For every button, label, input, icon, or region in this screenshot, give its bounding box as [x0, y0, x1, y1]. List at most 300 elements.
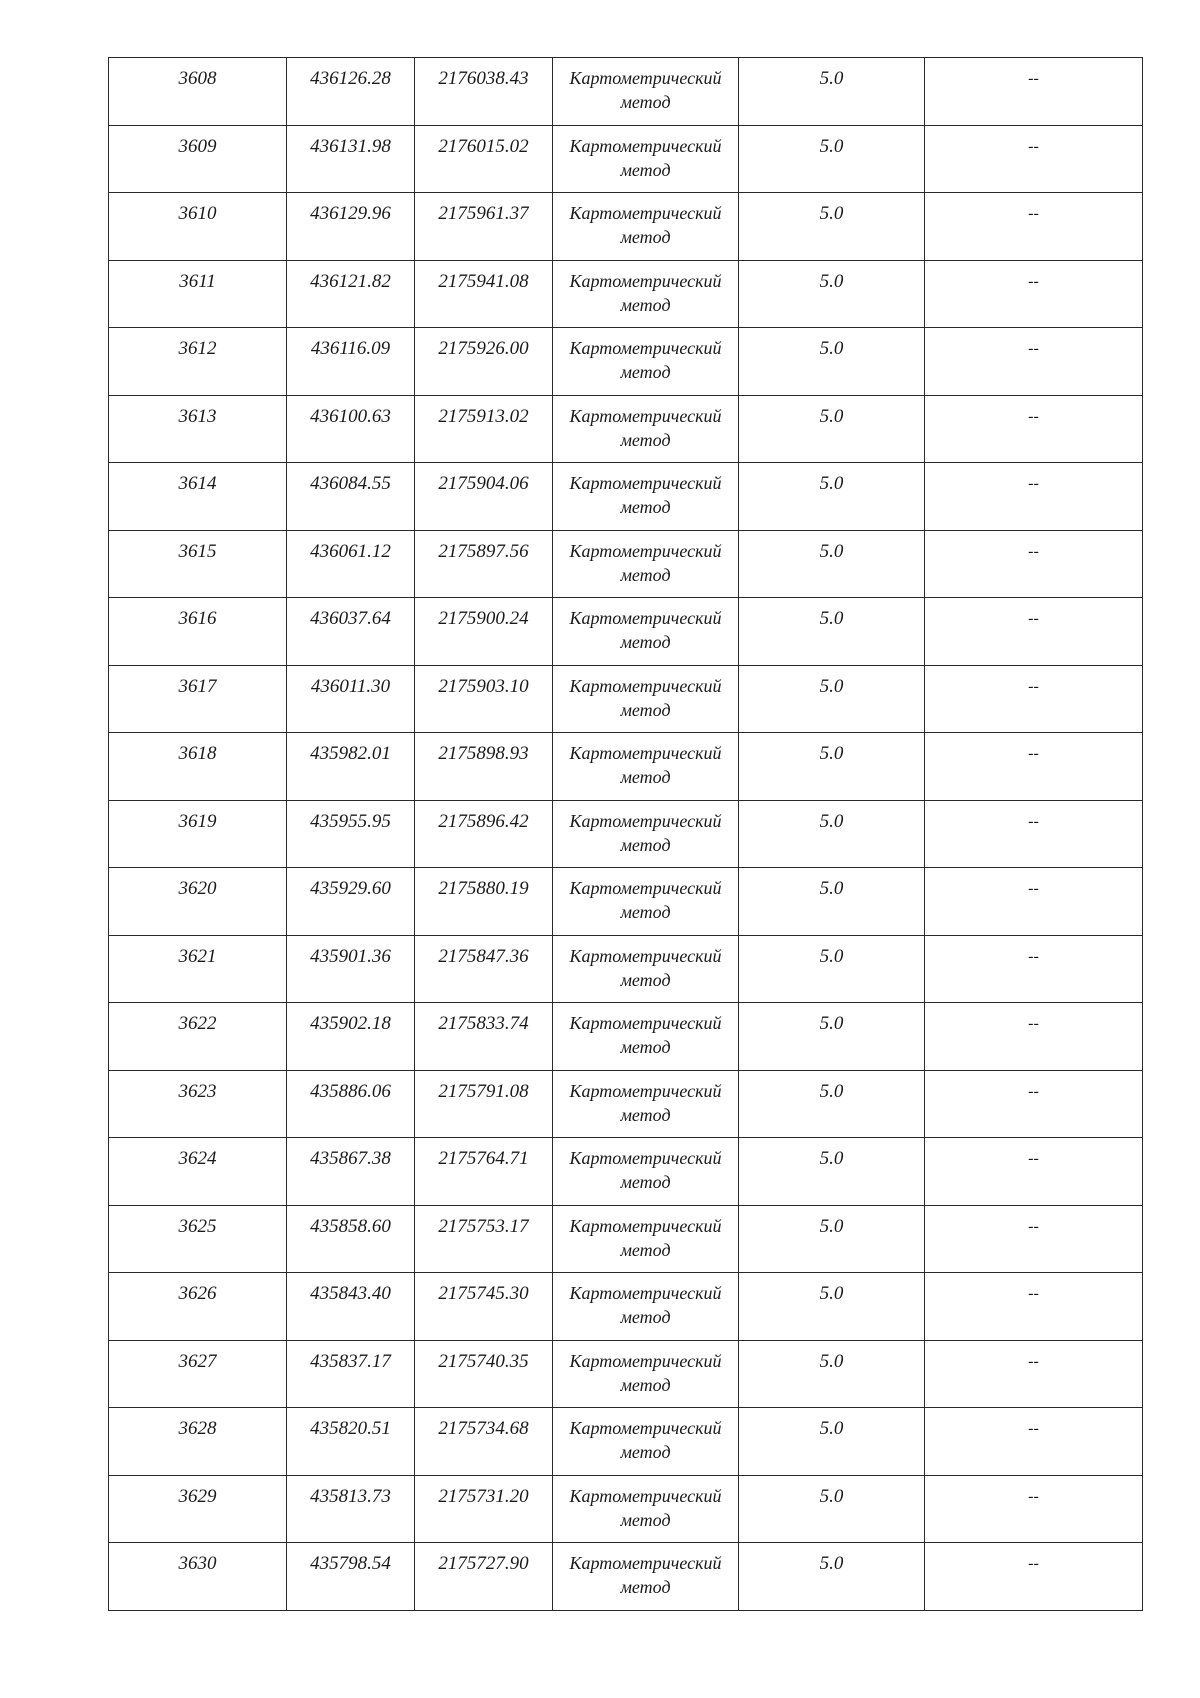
- x-coordinate-cell: [287, 733, 415, 801]
- description-text: --: [1028, 340, 1039, 357]
- table-row: [109, 1340, 1143, 1408]
- accuracy-text: 5.0: [819, 1013, 844, 1034]
- y-coordinate-cell: [415, 1138, 553, 1206]
- point-number-text: 3618: [178, 743, 217, 764]
- description-cell: [925, 1070, 1143, 1138]
- x-coordinate-cell: [287, 1273, 415, 1341]
- point-number-text: 3619: [178, 810, 217, 832]
- description-cell: [925, 598, 1143, 666]
- method-cell: [553, 1138, 739, 1206]
- x-coordinate-text: 435820.51: [310, 1418, 391, 1439]
- method-text: [553, 1138, 738, 1194]
- method-text: [553, 126, 738, 182]
- x-coordinate-cell: [287, 58, 415, 126]
- method-line-1: Картометрический: [569, 270, 722, 291]
- table-row: [109, 328, 1143, 396]
- method-line-2: метод: [620, 1374, 671, 1395]
- description-cell: [925, 193, 1143, 261]
- method-line-2: метод: [620, 564, 671, 585]
- method-line-2: метод: [620, 362, 671, 382]
- point-number-text: 3613: [178, 405, 217, 427]
- description-text: --: [1028, 1150, 1039, 1167]
- accuracy-cell: [739, 665, 925, 733]
- y-coordinate-cell: [415, 1003, 553, 1071]
- description-text: --: [1028, 1555, 1039, 1572]
- description-text: --: [1028, 272, 1039, 290]
- method-text: [553, 463, 738, 519]
- point-number-text: 3629: [178, 1485, 217, 1507]
- description-text: --: [1028, 1487, 1039, 1505]
- table-row: [109, 125, 1143, 193]
- method-line-2: метод: [620, 497, 671, 517]
- y-coordinate-cell: [415, 260, 553, 328]
- accuracy-text: 5.0: [819, 675, 844, 697]
- description-text: --: [1028, 1285, 1039, 1302]
- accuracy-text: 5.0: [819, 743, 844, 764]
- x-coordinate-cell: [287, 1205, 415, 1273]
- method-text: [553, 1071, 738, 1127]
- accuracy-cell: [739, 1408, 925, 1476]
- method-line-1: Картометрический: [569, 1485, 722, 1506]
- accuracy-cell: [739, 1205, 925, 1273]
- method-text: [553, 1408, 738, 1464]
- method-cell: [553, 868, 739, 936]
- accuracy-text: 5.0: [819, 1485, 844, 1507]
- x-coordinate-text: 436131.98: [310, 135, 391, 157]
- x-coordinate-text: 436100.63: [310, 405, 391, 427]
- point-number-text: 3617: [178, 675, 217, 697]
- accuracy-text: 5.0: [819, 810, 844, 832]
- accuracy-cell: [739, 868, 925, 936]
- description-cell: [925, 463, 1143, 531]
- point-number-cell: [109, 328, 287, 396]
- method-cell: [553, 1205, 739, 1273]
- method-text: [553, 936, 738, 992]
- method-line-2: метод: [620, 699, 671, 720]
- point-number-text: 3624: [178, 1148, 217, 1169]
- method-line-2: метод: [620, 1104, 671, 1125]
- description-cell: [925, 1205, 1143, 1273]
- method-text: [553, 396, 738, 452]
- accuracy-cell: [739, 530, 925, 598]
- point-number-cell: [109, 1003, 287, 1071]
- y-coordinate-text: 2175880.19: [438, 878, 529, 899]
- y-coordinate-text: 2175734.68: [438, 1418, 529, 1439]
- x-coordinate-text: 435886.06: [310, 1080, 391, 1102]
- accuracy-text: 5.0: [819, 473, 844, 494]
- description-cell: [925, 733, 1143, 801]
- method-text: [553, 1273, 738, 1329]
- accuracy-text: 5.0: [819, 1350, 844, 1372]
- description-cell: [925, 665, 1143, 733]
- method-cell: [553, 1003, 739, 1071]
- y-coordinate-text: 2175740.35: [438, 1350, 529, 1372]
- method-cell: [553, 125, 739, 193]
- point-number-text: 3623: [178, 1080, 217, 1102]
- y-coordinate-cell: [415, 665, 553, 733]
- x-coordinate-cell: [287, 395, 415, 463]
- description-cell: [925, 125, 1143, 193]
- y-coordinate-text: 2175961.37: [438, 203, 529, 224]
- y-coordinate-text: 2175898.93: [438, 743, 529, 764]
- method-text: [553, 531, 738, 587]
- point-number-text: 3614: [178, 473, 217, 494]
- method-cell: [553, 935, 739, 1003]
- accuracy-text: 5.0: [819, 135, 844, 157]
- method-line-2: метод: [620, 902, 671, 922]
- description-cell: [925, 868, 1143, 936]
- x-coordinate-text: 436129.96: [310, 203, 391, 224]
- y-coordinate-cell: [415, 1408, 553, 1476]
- y-coordinate-cell: [415, 1543, 553, 1611]
- method-cell: [553, 1408, 739, 1476]
- description-text: --: [1028, 745, 1039, 762]
- method-text: [553, 58, 738, 114]
- point-number-cell: [109, 1273, 287, 1341]
- y-coordinate-cell: [415, 733, 553, 801]
- method-line-2: метод: [620, 1307, 671, 1327]
- method-line-2: метод: [620, 1172, 671, 1192]
- accuracy-text: 5.0: [819, 68, 844, 89]
- accuracy-cell: [739, 733, 925, 801]
- x-coordinate-text: 435902.18: [310, 1013, 391, 1034]
- x-coordinate-text: 436011.30: [310, 675, 391, 697]
- description-text: --: [1028, 1082, 1039, 1100]
- method-line-1: Картометрический: [569, 743, 722, 763]
- table-row: [109, 58, 1143, 126]
- y-coordinate-text: 2176038.43: [438, 68, 529, 89]
- method-line-2: метод: [620, 969, 671, 990]
- point-number-text: 3621: [178, 945, 217, 967]
- method-line-1: Картометрический: [569, 1350, 722, 1371]
- y-coordinate-cell: [415, 800, 553, 868]
- y-coordinate-text: 2175896.42: [438, 810, 529, 832]
- description-text: --: [1028, 812, 1039, 830]
- accuracy-text: 5.0: [819, 405, 844, 427]
- method-text: [553, 1476, 738, 1532]
- method-cell: [553, 1273, 739, 1341]
- point-number-text: 3608: [178, 68, 217, 89]
- accuracy-text: 5.0: [819, 1553, 844, 1574]
- table-row: [109, 598, 1143, 666]
- table-row: [109, 193, 1143, 261]
- point-number-text: 3622: [178, 1013, 217, 1034]
- method-line-2: метод: [620, 92, 671, 112]
- accuracy-cell: [739, 463, 925, 531]
- document-page: [108, 57, 1142, 1611]
- point-number-cell: [109, 868, 287, 936]
- accuracy-text: 5.0: [819, 1283, 844, 1304]
- x-coordinate-cell: [287, 1340, 415, 1408]
- description-text: --: [1028, 677, 1039, 695]
- point-number-text: 3611: [179, 270, 216, 292]
- method-line-1: Картометрический: [569, 1013, 722, 1033]
- method-line-1: Картометрический: [569, 135, 722, 156]
- point-number-cell: [109, 1408, 287, 1476]
- method-cell: [553, 395, 739, 463]
- accuracy-cell: [739, 395, 925, 463]
- point-number-cell: [109, 800, 287, 868]
- method-text: [553, 1206, 738, 1262]
- method-line-1: Картометрический: [569, 68, 722, 88]
- table-row: [109, 1070, 1143, 1138]
- method-line-1: Картометрический: [569, 1215, 722, 1236]
- x-coordinate-cell: [287, 328, 415, 396]
- y-coordinate-cell: [415, 935, 553, 1003]
- x-coordinate-text: 436121.82: [310, 270, 391, 292]
- method-line-2: метод: [620, 294, 671, 315]
- method-text: [553, 1003, 738, 1059]
- method-text: [553, 193, 738, 249]
- method-cell: [553, 58, 739, 126]
- table-row: [109, 1003, 1143, 1071]
- point-number-text: 3612: [178, 338, 217, 359]
- x-coordinate-text: 436037.64: [310, 608, 391, 629]
- method-line-2: метод: [620, 159, 671, 180]
- y-coordinate-cell: [415, 193, 553, 261]
- accuracy-text: 5.0: [819, 1215, 844, 1237]
- x-coordinate-cell: [287, 1070, 415, 1138]
- method-line-1: Картометрический: [569, 675, 722, 696]
- x-coordinate-text: 436084.55: [310, 473, 391, 494]
- method-text: [553, 666, 738, 722]
- description-cell: [925, 530, 1143, 598]
- description-cell: [925, 1408, 1143, 1476]
- y-coordinate-cell: [415, 868, 553, 936]
- y-coordinate-cell: [415, 1273, 553, 1341]
- accuracy-cell: [739, 1543, 925, 1611]
- table-row: [109, 868, 1143, 936]
- method-cell: [553, 1070, 739, 1138]
- accuracy-cell: [739, 1003, 925, 1071]
- table-row: [109, 260, 1143, 328]
- y-coordinate-text: 2175731.20: [438, 1485, 529, 1507]
- y-coordinate-text: 2175791.08: [438, 1080, 529, 1102]
- description-text: --: [1028, 137, 1039, 155]
- y-coordinate-text: 2175913.02: [438, 405, 529, 427]
- point-number-cell: [109, 1543, 287, 1611]
- table-row: [109, 733, 1143, 801]
- description-text: --: [1028, 947, 1039, 965]
- accuracy-text: 5.0: [819, 1080, 844, 1102]
- method-line-1: Картометрический: [569, 1418, 722, 1438]
- description-cell: [925, 328, 1143, 396]
- method-line-1: Картометрический: [569, 473, 722, 493]
- accuracy-cell: [739, 1340, 925, 1408]
- description-cell: [925, 1475, 1143, 1543]
- point-number-cell: [109, 665, 287, 733]
- point-number-text: 3628: [178, 1418, 217, 1439]
- y-coordinate-text: 2175897.56: [438, 540, 529, 562]
- method-line-2: метод: [620, 1577, 671, 1597]
- x-coordinate-text: 435813.73: [310, 1485, 391, 1507]
- accuracy-text: 5.0: [819, 203, 844, 224]
- accuracy-cell: [739, 58, 925, 126]
- point-number-text: 3626: [178, 1283, 217, 1304]
- table-row: [109, 1408, 1143, 1476]
- x-coordinate-text: 435798.54: [310, 1553, 391, 1574]
- method-text: [553, 801, 738, 857]
- point-number-cell: [109, 1340, 287, 1408]
- accuracy-cell: [739, 193, 925, 261]
- description-text: --: [1028, 407, 1039, 425]
- table-row: [109, 935, 1143, 1003]
- method-line-2: метод: [620, 1037, 671, 1057]
- point-number-cell: [109, 125, 287, 193]
- y-coordinate-cell: [415, 58, 553, 126]
- description-cell: [925, 800, 1143, 868]
- method-line-1: Картометрический: [569, 945, 722, 966]
- x-coordinate-cell: [287, 1475, 415, 1543]
- table-row: [109, 530, 1143, 598]
- description-text: --: [1028, 1217, 1039, 1235]
- point-number-text: 3627: [178, 1350, 217, 1372]
- accuracy-text: 5.0: [819, 1148, 844, 1169]
- method-line-2: метод: [620, 767, 671, 787]
- accuracy-cell: [739, 1138, 925, 1206]
- point-number-text: 3625: [178, 1215, 217, 1237]
- table-row: [109, 1273, 1143, 1341]
- method-line-1: Картометрический: [569, 338, 722, 358]
- point-number-cell: [109, 395, 287, 463]
- accuracy-cell: [739, 1070, 925, 1138]
- description-text: --: [1028, 70, 1039, 87]
- method-line-2: метод: [620, 1239, 671, 1260]
- x-coordinate-text: 435843.40: [310, 1283, 391, 1304]
- accuracy-cell: [739, 1273, 925, 1341]
- x-coordinate-text: 436126.28: [310, 68, 391, 89]
- x-coordinate-text: 435982.01: [310, 743, 391, 764]
- y-coordinate-text: 2175727.90: [438, 1553, 529, 1574]
- method-text: [553, 261, 738, 317]
- x-coordinate-cell: [287, 1003, 415, 1071]
- accuracy-cell: [739, 598, 925, 666]
- description-text: --: [1028, 205, 1039, 222]
- method-text: [553, 868, 738, 924]
- accuracy-text: 5.0: [819, 878, 844, 899]
- x-coordinate-cell: [287, 665, 415, 733]
- accuracy-text: 5.0: [819, 945, 844, 967]
- table-row: [109, 1543, 1143, 1611]
- method-line-2: метод: [620, 632, 671, 652]
- x-coordinate-cell: [287, 260, 415, 328]
- y-coordinate-text: 2175900.24: [438, 608, 529, 629]
- x-coordinate-text: 435837.17: [310, 1350, 391, 1372]
- method-line-1: Картометрический: [569, 203, 722, 223]
- y-coordinate-text: 2176015.02: [438, 135, 529, 157]
- method-cell: [553, 260, 739, 328]
- x-coordinate-cell: [287, 1543, 415, 1611]
- method-cell: [553, 1543, 739, 1611]
- x-coordinate-cell: [287, 935, 415, 1003]
- accuracy-cell: [739, 260, 925, 328]
- method-text: [553, 733, 738, 789]
- x-coordinate-cell: [287, 868, 415, 936]
- method-line-1: Картометрический: [569, 1080, 722, 1101]
- description-text: --: [1028, 1015, 1039, 1032]
- point-number-cell: [109, 530, 287, 598]
- x-coordinate-cell: [287, 1138, 415, 1206]
- method-line-1: Картометрический: [569, 1148, 722, 1168]
- x-coordinate-cell: [287, 1408, 415, 1476]
- description-text: --: [1028, 1420, 1039, 1437]
- table-row: [109, 395, 1143, 463]
- description-cell: [925, 1340, 1143, 1408]
- table-row: [109, 800, 1143, 868]
- description-cell: [925, 935, 1143, 1003]
- point-number-cell: [109, 733, 287, 801]
- accuracy-text: 5.0: [819, 540, 844, 562]
- y-coordinate-cell: [415, 1340, 553, 1408]
- accuracy-text: 5.0: [819, 338, 844, 359]
- method-line-2: метод: [620, 1509, 671, 1530]
- method-line-1: Картометрический: [569, 1553, 722, 1573]
- point-number-cell: [109, 58, 287, 126]
- table-row: [109, 1475, 1143, 1543]
- y-coordinate-text: 2175903.10: [438, 675, 529, 697]
- method-cell: [553, 530, 739, 598]
- method-cell: [553, 1475, 739, 1543]
- y-coordinate-text: 2175745.30: [438, 1283, 529, 1304]
- point-number-cell: [109, 1138, 287, 1206]
- method-line-2: метод: [620, 429, 671, 450]
- x-coordinate-text: 435955.95: [310, 810, 391, 832]
- table-row: [109, 665, 1143, 733]
- table-body: [109, 58, 1143, 1611]
- point-number-cell: [109, 598, 287, 666]
- x-coordinate-text: 435929.60: [310, 878, 391, 899]
- point-number-text: 3616: [178, 608, 217, 629]
- point-number-text: 3615: [178, 540, 217, 562]
- point-number-cell: [109, 260, 287, 328]
- x-coordinate-text: 435901.36: [310, 945, 391, 967]
- point-number-cell: [109, 463, 287, 531]
- point-number-cell: [109, 935, 287, 1003]
- y-coordinate-text: 2175764.71: [438, 1148, 529, 1169]
- method-text: [553, 598, 738, 654]
- description-cell: [925, 395, 1143, 463]
- description-cell: [925, 1273, 1143, 1341]
- point-number-cell: [109, 1475, 287, 1543]
- method-text: [553, 1543, 738, 1599]
- accuracy-cell: [739, 125, 925, 193]
- description-text: --: [1028, 610, 1039, 627]
- y-coordinate-cell: [415, 1205, 553, 1273]
- y-coordinate-text: 2175847.36: [438, 945, 529, 967]
- description-cell: [925, 1003, 1143, 1071]
- y-coordinate-text: 2175904.06: [438, 473, 529, 494]
- point-number-cell: [109, 193, 287, 261]
- method-text: [553, 328, 738, 384]
- y-coordinate-cell: [415, 125, 553, 193]
- accuracy-cell: [739, 800, 925, 868]
- x-coordinate-cell: [287, 125, 415, 193]
- method-cell: [553, 463, 739, 531]
- method-cell: [553, 800, 739, 868]
- table-row: [109, 463, 1143, 531]
- description-text: --: [1028, 475, 1039, 492]
- point-number-cell: [109, 1205, 287, 1273]
- x-coordinate-cell: [287, 193, 415, 261]
- description-cell: [925, 260, 1143, 328]
- x-coordinate-cell: [287, 598, 415, 666]
- method-line-1: Картометрический: [569, 810, 722, 831]
- accuracy-text: 5.0: [819, 608, 844, 629]
- method-line-1: Картометрический: [569, 608, 722, 628]
- x-coordinate-cell: [287, 800, 415, 868]
- point-number-text: 3610: [178, 203, 217, 224]
- method-cell: [553, 665, 739, 733]
